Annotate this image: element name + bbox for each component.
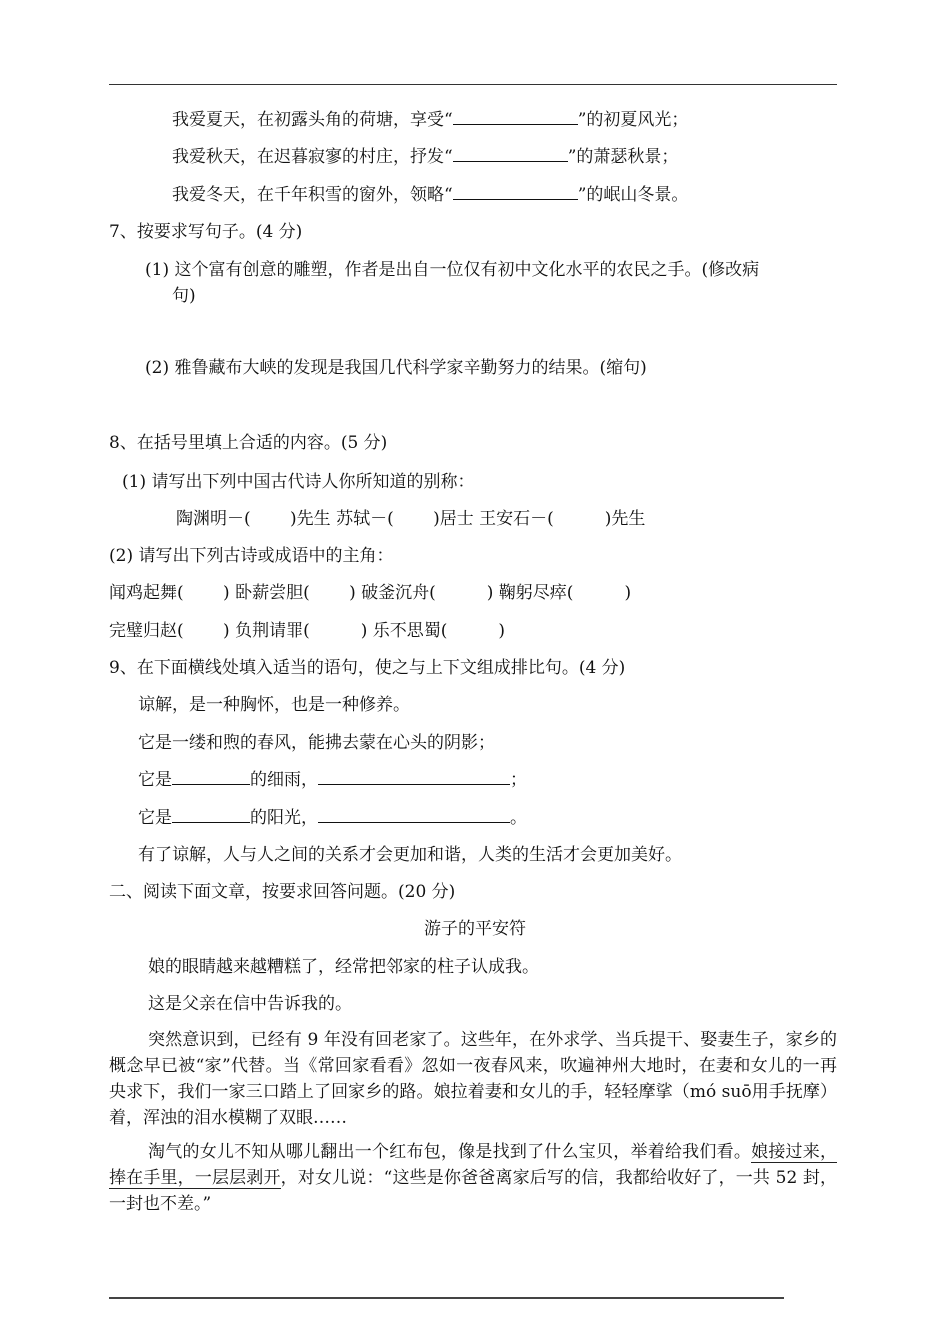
article-p4-start: 淘气的女儿不知从哪儿翻出一个红布包，像是找到了什么宝贝，举着给我们看。 xyxy=(148,1142,752,1162)
q9-line1: 谅解，是一种胸怀，也是一种修养。 xyxy=(138,695,410,715)
top-rule xyxy=(109,84,837,85)
q7-item1: (1) 这个富有创意的雕塑，作者是出自一位仅有初中文化水平的农民之手。(修改病 xyxy=(145,260,760,280)
q7-heading: 7、按要求写句子。(4 分) xyxy=(109,222,303,242)
article-p3: 突然意识到，已经有 9 年没有回老家了。这些年，在外求学、当兵提干、娶妻生子，家乡的概念早已被“家”代替。当《常回家看看》忽如一夜春风来，吹遍神州大地时，在妻和女儿的一再央求下，我们一家三口踏上了回家乡的路。娘拉着妻和女儿的手，轻轻摩挲（mó suō用手抚摩）着，浑浊的泪水模糊了双眼…… xyxy=(109,1030,837,1128)
q9-line3-blank2[interactable] xyxy=(318,768,510,785)
q9-line4-end: 。 xyxy=(510,808,527,828)
winter-text: 我爱冬天，在千年积雪的窗外，领略“ xyxy=(172,185,453,205)
winter-blank[interactable] xyxy=(453,183,578,200)
q7-item1-cont: 句) xyxy=(172,286,196,306)
q9-line4-blank2[interactable] xyxy=(318,806,510,823)
q9-line2: 它是一缕和煦的春风，能拂去蒙在心头的阴影； xyxy=(138,733,495,753)
q8-idioms-row1: 闻鸡起舞( ) 卧薪尝胆( ) 破釜沉舟( ) 鞠躬尽瘁( ) xyxy=(109,583,632,603)
q9-line4-mid: 的阳光， xyxy=(250,808,318,828)
autumn-text: 我爱秋天，在迟暮寂寥的村庄，抒发“ xyxy=(172,147,453,167)
q7-item2: (2) 雅鲁藏布大峡的发现是我国几代科学家辛勤努力的结果。(缩句) xyxy=(145,358,647,378)
winter-text-end: ”的岷山冬景。 xyxy=(577,185,689,205)
q9-line3-end: ； xyxy=(510,770,527,790)
article-p4-underline1: 娘 xyxy=(751,1142,769,1162)
bottom-rule xyxy=(109,1297,784,1299)
summer-blank[interactable] xyxy=(453,108,578,125)
q8-idioms-row2: 完璧归赵( ) 负荆请罪( ) 乐不思蜀( ) xyxy=(109,621,506,641)
q8-heading: 8、在括号里填上合适的内容。(5 分) xyxy=(109,433,388,453)
article-p4-underline2: 接过来，捧在手里，一层层剥开 xyxy=(109,1142,838,1188)
q8-part1: (1) 请写出下列中国古代诗人你所知道的别称： xyxy=(122,472,475,492)
q8-part2: (2) 请写出下列古诗或成语中的主角： xyxy=(109,546,394,566)
q9-line3-start: 它是 xyxy=(138,770,172,790)
autumn-line xyxy=(172,145,678,169)
summer-text-end: ”的初夏风光； xyxy=(577,110,689,130)
article-p2: 这是父亲在信中告诉我的。 xyxy=(148,994,352,1014)
autumn-blank[interactable] xyxy=(453,145,568,162)
q9-line4 xyxy=(138,806,527,830)
q9-line3-mid: 的细雨， xyxy=(250,770,318,790)
q9-line4-start: 它是 xyxy=(138,808,172,828)
q9-line4-blank1[interactable] xyxy=(172,806,250,823)
section2-heading: 二、阅读下面文章，按要求回答问题。(20 分) xyxy=(109,882,456,902)
q9-line3 xyxy=(138,768,527,792)
q9-line5: 有了谅解，人与人之间的关系才会更加和谐，人类的生活才会更加美好。 xyxy=(138,845,682,865)
q9-heading: 9、在下面横线处填入适当的语句，使之与上下文组成排比句。(4 分) xyxy=(109,658,626,678)
q8-poets: 陶渊明－( )先生 苏轼－( )居士 王安石－( )先生 xyxy=(176,509,646,529)
winter-line xyxy=(172,183,688,207)
article-title: 游子的平安符 xyxy=(424,919,526,939)
article-p1: 娘的眼睛越来越糟糕了，经常把邻家的柱子认成我。 xyxy=(148,957,539,977)
article-p4-end: ，对女儿说：“这些是你爸爸离家后写的信，我都给收好了，一共 52 封，一封也不差。” xyxy=(109,1168,837,1214)
q9-line3-blank1[interactable] xyxy=(172,768,250,785)
summer-text: 我爱夏天，在初露头角的荷塘，享受“ xyxy=(172,110,453,130)
summer-line xyxy=(172,108,688,132)
autumn-text-end: ”的萧瑟秋景； xyxy=(567,147,679,167)
article-p4 xyxy=(109,1139,837,1217)
